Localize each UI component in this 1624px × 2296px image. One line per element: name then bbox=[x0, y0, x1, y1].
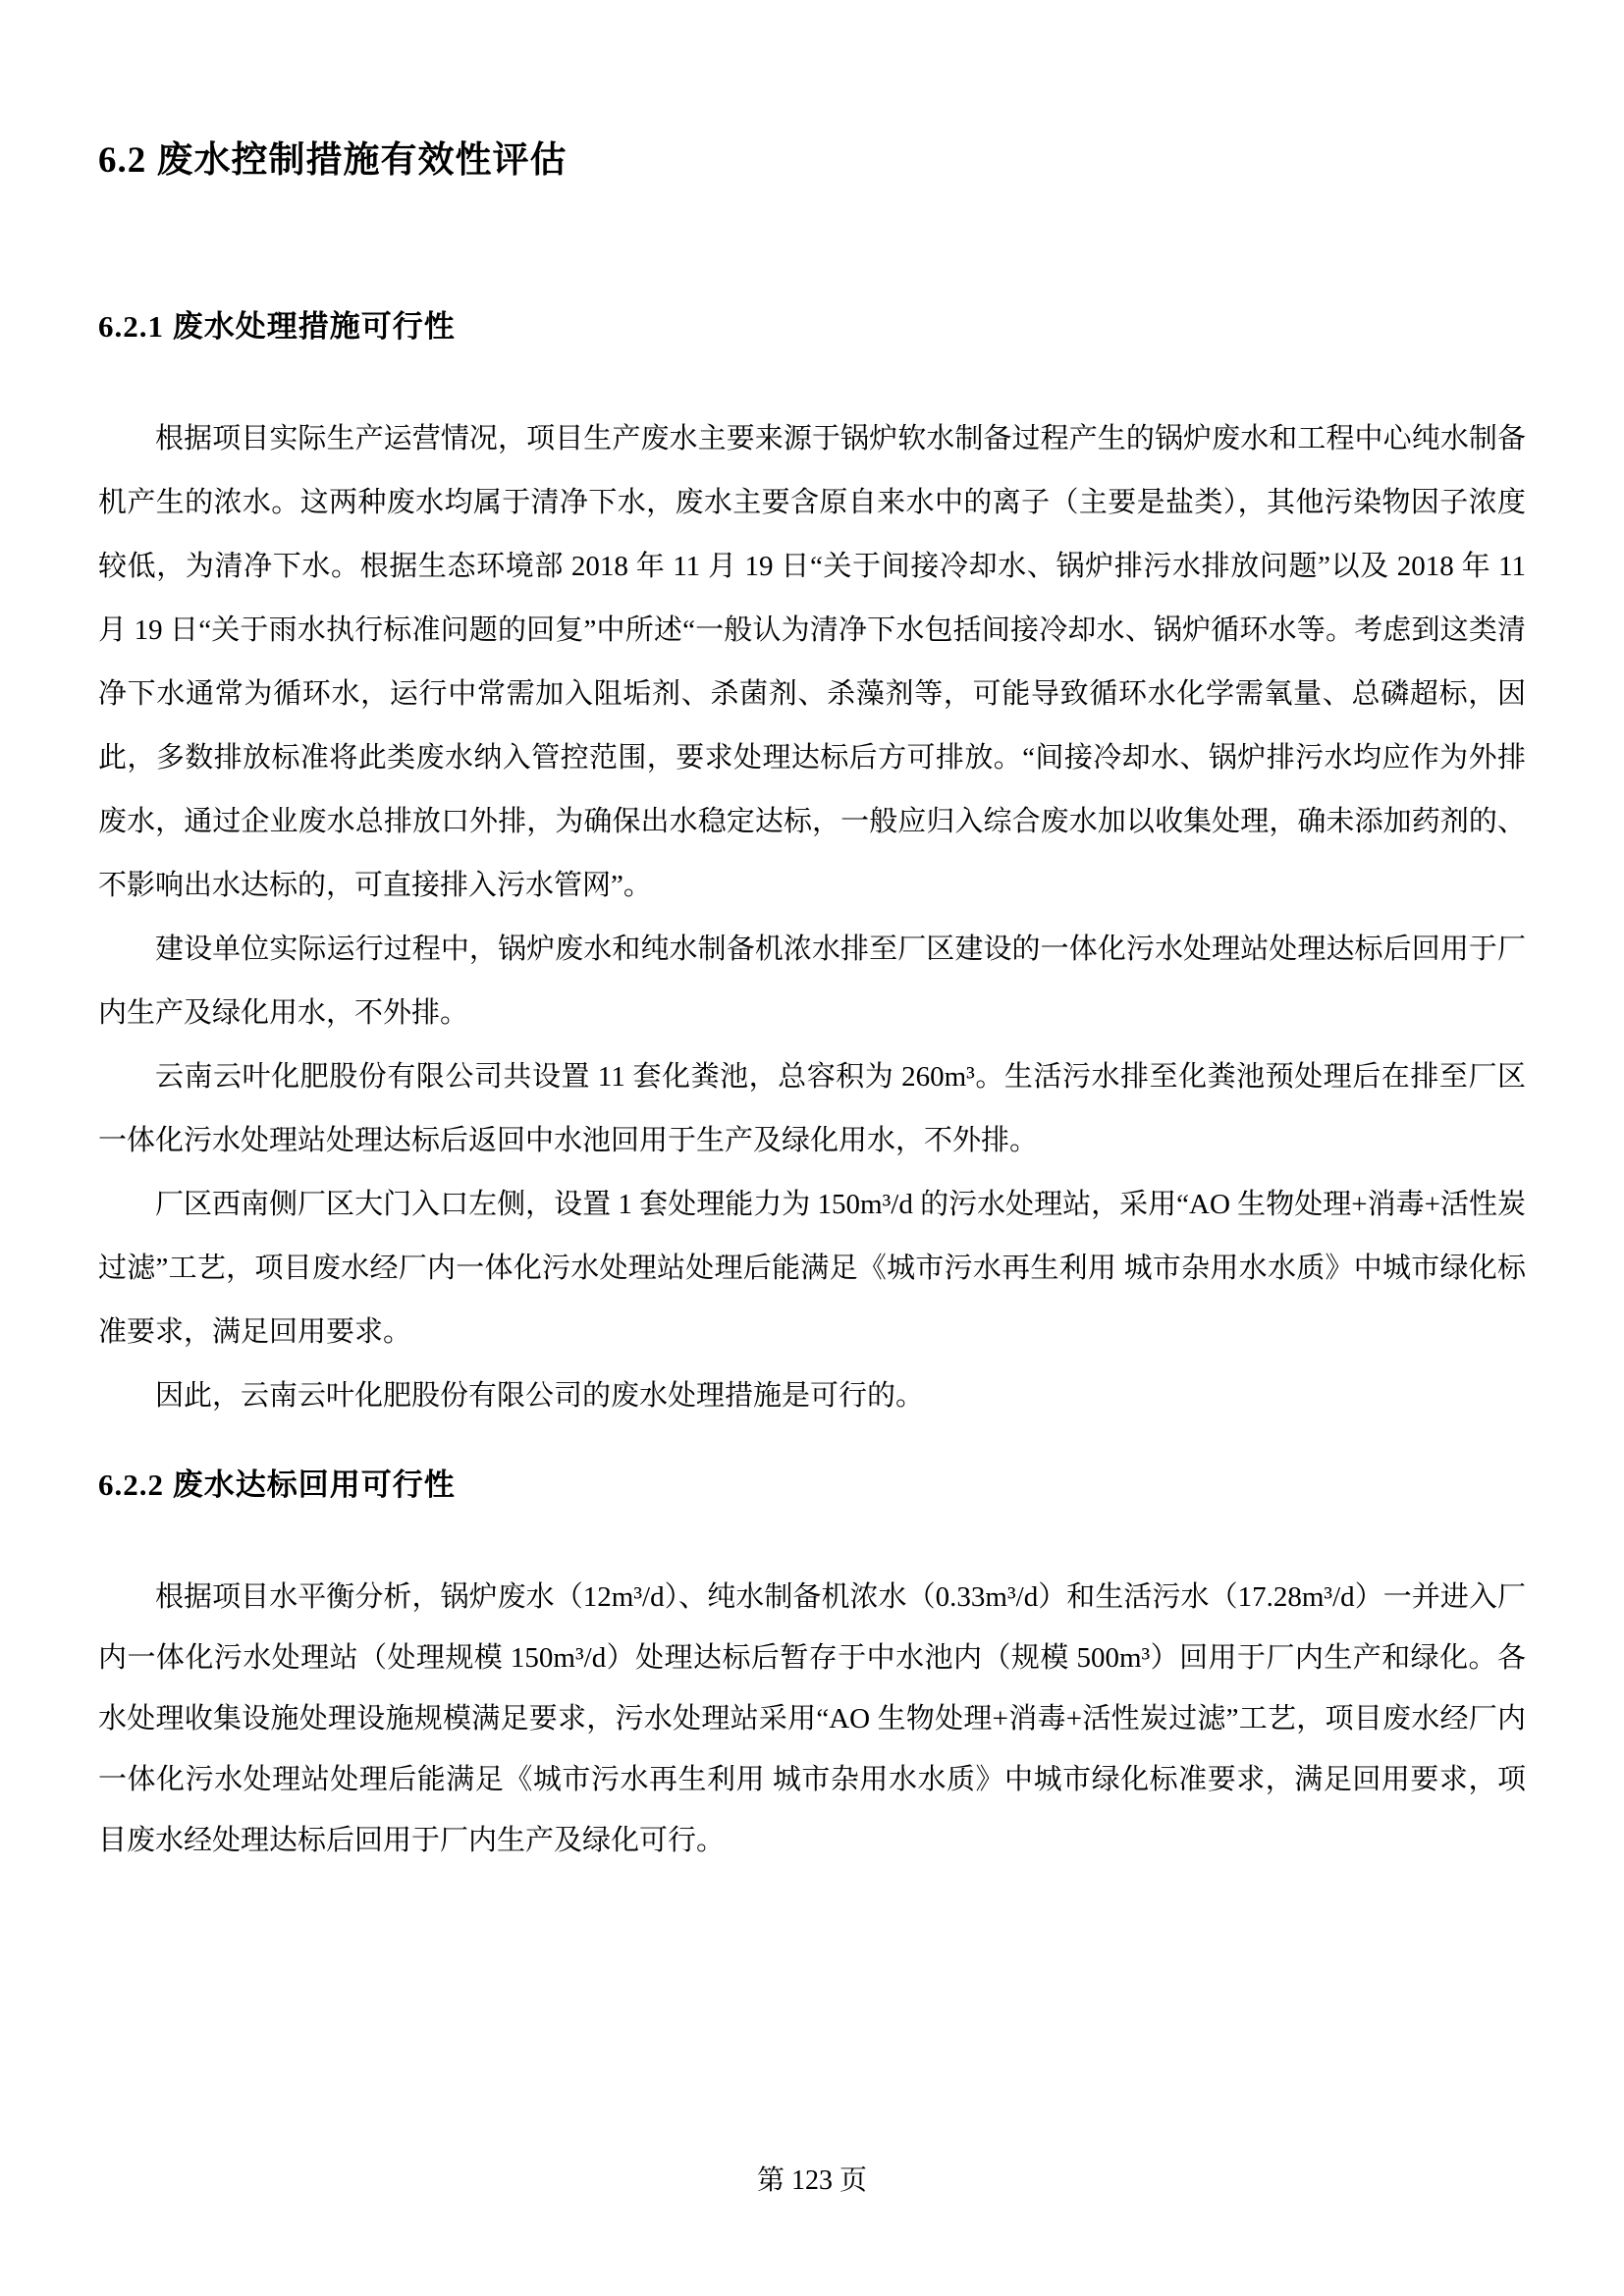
body-paragraph: 建设单位实际运行过程中，锅炉废水和纯水制备机浓水排至厂区建设的一体化污水处理站处理达标后回用于厂内生产及绿化用水，不外排。 bbox=[98, 934, 1526, 1030]
body-paragraph: 厂区西南侧厂区大门入口左侧，设置 1 套处理能力为 150m³/d 的污水处理站，采用“AO 生物处理+消毒+活性炭过滤”工艺，项目废水经厂内一体化污水处理站处理后能满足《城市污水再生利用 城市杂用水水质》中城市绿化标准要求，满足回用要求。 bbox=[98, 1189, 1526, 1349]
body-paragraph: 因此，云南云叶化肥股份有限公司的废水处理措施是可行的。 bbox=[155, 1380, 925, 1413]
section-heading: 6.2 废水控制措施有效性评估 bbox=[98, 140, 568, 181]
subsection-heading-622: 6.2.2 废水达标回用可行性 bbox=[98, 1468, 456, 1503]
page-number: 第 123 页 bbox=[756, 2165, 867, 2197]
subsection-621 bbox=[98, 307, 1526, 1428]
subsection-622 bbox=[98, 1466, 1526, 1870]
subsection-heading-621: 6.2.1 废水处理措施可行性 bbox=[98, 309, 456, 345]
body-paragraph: 根据项目实际生产运营情况，项目生产废水主要来源于锅炉软水制备过程产生的锅炉废水和工程中心纯水制备机产生的浓水。这两种废水均属于清净下水，废水主要含原自来水中的离子（主要是盐类），其他污染物因子浓度较低，为清净下水。根据生态环境部 2018 年 11 月 19 日“关于间接冷却水、锅炉排污水排放问题”以及 2018 年 11 月 19 日“关于雨水执行标准问题的回复”中所述“一般认为清净下水包括间接冷却水、锅炉循环水等。考虑到这类清净下水通常为循环水，运行中常需加入阻垢剂、杀菌剂、杀藻剂等，可能导致循环水化学需氧量、总磷超标，因此，多数排放标准将此类废水纳入管控范围，要求处理达标后方可排放。“间接冷却水、锅炉排污水均应作为外排废水，通过企业废水总排放口外排，为确保出水稳定达标，一般应归入综合废水加以收集处理，确未添加药剂的、不影响出水达标的，可直接排入污水管网”。 bbox=[98, 423, 1526, 902]
body-paragraph: 根据项目水平衡分析，锅炉废水（12m³/d）、纯水制备机浓水（0.33m³/d）和生活污水（17.28m³/d）一并进入厂内一体化污水处理站（处理规模 150m³/d）处理达标后暂存于中水池内（规模 500m³）回用于厂内生产和绿化。各水处理收集设施处理设施规模满足要求，污水处理站采用“AO 生物处理+消毒+活性炭过滤”工艺，项目废水经厂内一体化污水处理站处理后能满足《城市污水再生利用 城市杂用水水质》中城市绿化标准要求，满足回用要求，项目废水经处理达标后回用于厂内生产及绿化可行。 bbox=[98, 1580, 1526, 1856]
body-paragraph: 云南云叶化肥股份有限公司共设置 11 套化粪池，总容积为 260m³。生活污水排至化粪池预处理后在排至厂区一体化污水处理站处理达标后返回中水池回用于生产及绿化用水，不外排。 bbox=[98, 1061, 1526, 1157]
